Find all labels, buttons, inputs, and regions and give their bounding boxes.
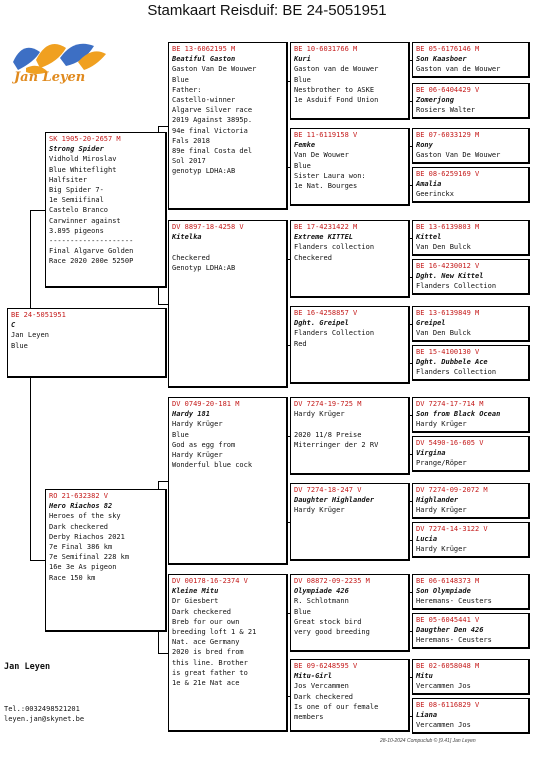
pigeon-info: Gaston Van De Wouwer <box>416 151 501 160</box>
pigeon-info: Van De Wouwer <box>294 151 349 160</box>
pigeon-card-dds <box>290 574 410 652</box>
pigeon-info: Blue <box>294 161 311 170</box>
pigeon-info: Vercammen Jos <box>416 721 471 730</box>
pigeon-info: Race 2020 200e 5250P <box>49 257 134 266</box>
ring-number: BE 09-6248595 V <box>294 662 358 670</box>
pigeon-info: Flanders Collection <box>416 282 497 291</box>
ring-number: BE 05-6045441 V <box>416 616 480 624</box>
pigeon-info: Wonderful blue cock <box>172 461 253 470</box>
pigeon-info: Race 150 km <box>49 573 96 582</box>
pigeon-info: Algarve Silver race <box>172 106 253 115</box>
pigeon-card-g16 <box>412 698 530 734</box>
ring-number: BE 15-4100130 V <box>416 348 480 356</box>
pigeon-name: Dght. New Kittel <box>416 272 484 281</box>
pigeon-info: Castelo Branco <box>49 206 109 215</box>
pigeon-card-ddd <box>290 659 410 732</box>
ring-number: DV 7274-18-247 V <box>294 486 362 494</box>
pigeon-name: Olympiade 426 <box>294 587 349 596</box>
pigeon-info: Carwinner against <box>49 216 121 225</box>
pigeon-card-sss <box>290 42 410 120</box>
ring-number: DV 8897-18-4258 V <box>172 223 244 231</box>
ring-number: DV 7274-14-3122 V <box>416 525 488 533</box>
pigeon-info: Jan Leyen <box>11 331 49 340</box>
pigeon-card-sd <box>168 220 288 388</box>
ring-number: DV 5490-16-605 V <box>416 439 484 447</box>
pigeon-card-g2 <box>412 83 530 119</box>
ring-number: BE 05-6176146 M <box>416 45 480 53</box>
pigeon-card-sds <box>290 220 410 298</box>
ring-number: DV 0749-20-181 M <box>172 400 240 408</box>
pigeon-info <box>294 419 405 429</box>
connector-line <box>30 560 45 561</box>
pigeon-info: Gaston Van De Wouwer <box>172 65 257 74</box>
pigeon-info: Blue <box>172 430 189 439</box>
ring-number: BE 07-6033129 M <box>416 131 480 139</box>
pigeon-card-g8 <box>412 345 530 381</box>
ring-number: SK 1905-20-2657 M <box>49 135 121 143</box>
pigeon-info: 1e Semiifinal <box>49 196 104 205</box>
pigeon-info: Hardy Krüger <box>416 545 467 554</box>
pigeon-info: Hardy Krüger <box>416 506 467 515</box>
connector-line <box>158 653 168 654</box>
pigeon-card-sire <box>45 132 167 288</box>
pigeon-name: Mitu <box>416 672 433 681</box>
pigeon-info: 3.895 pigeons <box>49 226 104 235</box>
pigeon-info: Halfsiter <box>49 175 87 184</box>
pigeon-card-g4 <box>412 167 530 203</box>
pigeon-info: -------------------- <box>49 237 134 246</box>
pigeon-card-ds <box>168 397 288 565</box>
pigeon-info: Genotyp LDHA:AB <box>172 263 236 272</box>
pigeon-name: Greipel <box>416 319 446 328</box>
pigeon-info: Gaston van de Wouwer <box>294 65 379 74</box>
pigeon-card-subject <box>7 308 167 378</box>
pigeon-info: Final Algarve Golden <box>49 247 134 256</box>
ring-number: BE 10-6031766 M <box>294 45 358 53</box>
pigeon-card-g13 <box>412 574 530 610</box>
pigeon-info: Vercammen Jos <box>416 682 471 691</box>
pigeon-info: Flanders collection <box>294 243 375 252</box>
pigeon-card-g3 <box>412 128 530 164</box>
pigeon-name: Hardy 181 <box>172 410 210 419</box>
pigeon-info: R. Schlotmann <box>294 597 349 606</box>
pigeon-card-ss <box>168 42 288 210</box>
pigeon-name: Daughter Highlander <box>294 496 375 505</box>
pigeon-card-g9 <box>412 397 530 433</box>
pigeon-info: Checkered <box>294 253 332 262</box>
pigeon-card-g6 <box>412 259 530 295</box>
connector-line <box>30 210 31 560</box>
pigeon-info: Checkered <box>172 253 210 262</box>
pigeon-name: Virgina <box>416 449 446 458</box>
pigeon-info: 2019 Against 3895p. <box>172 116 253 125</box>
pigeon-info: Hardy Krüger <box>416 420 467 429</box>
pigeon-info: Derby Riachos 2021 <box>49 532 125 541</box>
pigeon-info: 2020 11/8 Preise <box>294 430 362 439</box>
pigeon-info: breeding loft 1 & 21 <box>172 628 257 637</box>
pigeon-info: 89e final Costa del <box>172 147 253 156</box>
pigeon-card-dsd <box>290 483 410 561</box>
ring-number: RO 21-632382 V <box>49 492 109 500</box>
pigeon-name: Lucia <box>416 535 438 544</box>
pigeon-name: Dght. Greipel <box>294 319 349 328</box>
pigeon-info: Nestbrother to ASKE <box>294 85 375 94</box>
pigeon-info: Geerinckx <box>416 190 454 199</box>
pigeon-info: Dark checkered <box>294 692 354 701</box>
pigeon-info: Hardy Krüger <box>294 506 345 515</box>
owner-contact <box>4 704 84 724</box>
pigeon-card-sdd <box>290 306 410 384</box>
pigeon-info: Heremans- Ceusters <box>416 597 492 606</box>
pigeon-info: Jos Vercammen <box>294 682 349 691</box>
pigeon-info <box>172 242 283 252</box>
ring-number: BE 16-4258857 V <box>294 309 358 317</box>
pigeon-name: Liana <box>416 711 438 720</box>
connector-line <box>158 126 168 127</box>
pigeon-card-g15 <box>412 659 530 695</box>
pigeon-info: Blue <box>294 607 311 616</box>
pigeon-name: Son from Black Ocean <box>416 410 501 419</box>
ring-number: DV 00178-16-2374 V <box>172 577 248 585</box>
pigeon-info: Sol 2017 <box>172 157 206 166</box>
pigeon-info: Blue <box>294 75 311 84</box>
pigeon-info: Blue <box>172 75 189 84</box>
pigeon-info: God as egg from <box>172 440 236 449</box>
owner-name: Jan Leyen <box>4 662 51 672</box>
pigeon-info: Breb for our own <box>172 617 240 626</box>
pigeon-name: Amalia <box>416 180 442 189</box>
pigeon-card-g10 <box>412 436 530 472</box>
pigeon-info: Dr Giesbert <box>172 597 219 606</box>
pigeon-info: Great stock bird <box>294 617 362 626</box>
pigeon-name: Dght. Dubbele Ace <box>416 358 488 367</box>
pigeon-info: members <box>294 713 324 722</box>
ring-number: BE 02-6058048 M <box>416 662 480 670</box>
pigeon-info: 1e & 21e Nat ace <box>172 679 240 688</box>
pigeon-name: Son Olympiade <box>416 587 471 596</box>
ring-number: BE 08-6116829 V <box>416 701 480 709</box>
pigeon-info: Is one of our female <box>294 702 379 711</box>
pigeon-name: Femke <box>294 141 316 150</box>
ring-number: BE 13-6139849 M <box>416 309 480 317</box>
pigeon-info: Castello-winner <box>172 96 236 105</box>
pigeon-info: 7e Final 386 km <box>49 543 113 552</box>
pigeon-card-dam <box>45 489 167 632</box>
pigeon-info: Vidhold Miroslav <box>49 155 117 164</box>
pigeon-info: 2020 is bred from <box>172 648 244 657</box>
owner-email: leyen.jan@skynet.be <box>4 715 85 723</box>
ring-number: BE 08-6259169 V <box>416 170 480 178</box>
ring-number: DV 7274-19-725 M <box>294 400 362 408</box>
pigeon-card-g7 <box>412 306 530 342</box>
pigeon-info: Gaston van de Wouwer <box>416 65 501 74</box>
pigeon-name: Strong Spider <box>49 145 104 154</box>
pigeon-name: Kleine Mitu <box>172 587 219 596</box>
pigeon-card-g5 <box>412 220 530 256</box>
ring-number: DV 7274-09-2072 M <box>416 486 488 494</box>
pigeon-info: Hardy Krüger <box>172 451 223 460</box>
pigeon-info: 94e final Victoria <box>172 126 248 135</box>
pigeon-name: Beatiful Gaston <box>172 55 236 64</box>
ring-number: BE 13-6062195 M <box>172 45 236 53</box>
ring-number: BE 17-4231422 M <box>294 223 358 231</box>
pigeon-info: Dark checkered <box>172 607 232 616</box>
pigeon-name: Extreme KITTEL <box>294 233 354 242</box>
pigeon-name: Zomerjong <box>416 96 454 105</box>
ring-number: BE 06-6404429 V <box>416 86 480 94</box>
pigeon-info: Red <box>294 339 307 348</box>
pigeon-info: Nat. ace Germany <box>172 638 240 647</box>
pigeon-info: Blue Whiteflight <box>49 165 117 174</box>
pigeon-info: this line. Brother <box>172 658 248 667</box>
pigeon-name: Hero Riachos 82 <box>49 502 113 511</box>
pigeon-info: Fals 2018 <box>172 136 210 145</box>
connector-line <box>158 481 168 482</box>
pigeon-info: very good breeding <box>294 628 370 637</box>
pigeon-info: Dark checkered <box>49 522 109 531</box>
pigeon-name: Rony <box>416 141 433 150</box>
ring-number: BE 16-4230012 V <box>416 262 480 270</box>
pigeon-info: Hardy Krüger <box>294 410 345 419</box>
pigeon-name: Daugther Den 426 <box>416 626 484 635</box>
pigeon-card-dd <box>168 574 288 732</box>
pigeon-card-g12 <box>412 522 530 558</box>
footer-note: 28-10-2024 Compuclub © [9.41] Jan Leyen <box>380 738 476 744</box>
page-title: Stamkaart Reisduif: BE 24-5051951 <box>147 2 387 19</box>
pigeon-info: 7e Semifinal 228 km <box>49 553 130 562</box>
pigeon-card-g1 <box>412 42 530 78</box>
pigeon-info: Flanders Collection <box>294 329 375 338</box>
pigeon-info: 16e 3e As pigeon <box>49 563 117 572</box>
pigeon-info: genotyp LDHA:AB <box>172 167 236 176</box>
pigeon-info: Heroes of the sky <box>49 512 121 521</box>
pigeon-info: Miterringer der 2 RV <box>294 440 379 449</box>
ring-number: BE 06-6148373 M <box>416 577 480 585</box>
pigeon-info: 1e Asduif Fond Union <box>294 96 379 105</box>
pigeon-card-g14 <box>412 613 530 649</box>
pigeon-info: Rosiers Walter <box>416 106 476 115</box>
pigeon-info: Van Den Bulck <box>416 243 471 252</box>
connector-line <box>158 304 168 305</box>
pigeon-info: is great father to <box>172 668 248 677</box>
pigeon-info: Big Spider 7- <box>49 186 104 195</box>
pigeon-info: 1e Nat. Bourges <box>294 182 358 191</box>
pigeon-info: Van Den Bulck <box>416 329 471 338</box>
pigeon-name: C <box>11 321 16 330</box>
pigeon-card-g11 <box>412 483 530 519</box>
ring-number: DV 7274-17-714 M <box>416 400 484 408</box>
ring-number: BE 11-6119158 V <box>294 131 358 139</box>
pigeon-info: Heremans- Ceusters <box>416 636 492 645</box>
ring-number: BE 13-6139803 M <box>416 223 480 231</box>
pigeon-name: Highlander <box>416 496 459 505</box>
pigeon-info: Hardy Krüger <box>172 420 223 429</box>
pigeon-card-ssd <box>290 128 410 206</box>
pigeon-name: Kuri <box>294 55 311 64</box>
pigeon-info: Sister Laura won: <box>294 171 366 180</box>
pigeon-card-dss <box>290 397 410 475</box>
pigeon-info: Father: <box>172 85 202 94</box>
owner-tel: Tel.:0032498521201 <box>4 705 80 713</box>
pigeon-name: Son Kaasboer <box>416 55 467 64</box>
pigeon-name: Kittel <box>416 233 442 242</box>
pigeon-info: Prange/Röper <box>416 459 467 468</box>
pigeon-info: Flanders Collection <box>416 368 497 377</box>
pigeon-name: Mitu-Girl <box>294 672 332 681</box>
pigeon-info: Blue <box>11 341 28 350</box>
ring-number: DV 08872-09-2235 M <box>294 577 370 585</box>
pigeon-name: Kitelka <box>172 233 202 242</box>
ring-number: BE 24-5051951 <box>11 311 66 319</box>
logo-text: Jan Leyen <box>14 70 86 85</box>
connector-line <box>30 210 45 211</box>
